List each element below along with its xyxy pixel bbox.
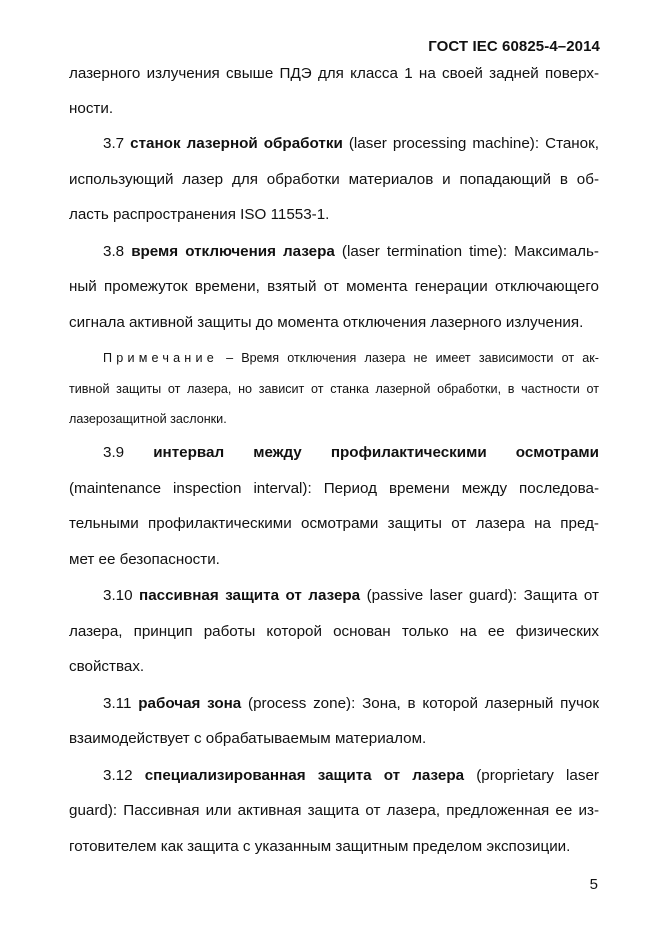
- term-3-8-definition-start: (laser termination time): Максималь-: [334, 243, 599, 260]
- term-3-10-line-3: свойствах.: [69, 658, 145, 675]
- term-3-9-line-1: [69, 443, 599, 463]
- term-3-7-line-1: [69, 134, 599, 154]
- term-3-11-line-2: взаимодействует с обрабатываемым материалом.: [69, 730, 427, 747]
- term-3-9-word-3: профилактическими: [330, 444, 487, 461]
- note-label: Примечание: [103, 351, 218, 365]
- note-line-2: тивной защиты от лазера, но зависит от станка лазерной обработки, в частности от: [69, 382, 599, 396]
- term-3-9-line-3: тельными профилактическими осмотрами защиты от лазера на пред-: [69, 515, 599, 532]
- term-3-9-line-2: (maintenance inspection interval): Период времени между последова-: [69, 480, 599, 497]
- term-3-11-definition-start: (process zone): Зона, в которой лазерный пучок: [241, 695, 599, 712]
- note-text-start: – Время отключения лазера не имеет зависимости от ак-: [217, 351, 599, 365]
- term-3-7-title: станок лазерной обработки: [130, 135, 343, 152]
- term-3-10-definition-start: (passive laser guard): Защита от: [360, 587, 599, 604]
- term-3-8-title: время отключения лазера: [131, 243, 335, 260]
- term-3-12-line-3: готовителем как защита с указанным защитным пределом экспозиции.: [69, 838, 571, 855]
- term-3-12-line-2: guard): Пассивная или активная защита от лазера, предложенная ее из-: [69, 802, 599, 819]
- term-3-7-line-2: использующий лазер для обработки материалов и попадающий в об-: [69, 171, 599, 188]
- term-3-9-number: 3.9: [103, 444, 125, 461]
- note-line-1: [69, 349, 599, 367]
- term-3-8-line-2: ный промежуток времени, взятый от момента генерации отключающего: [69, 278, 599, 295]
- continuation-line-1: лазерного излучения свыше ПДЭ для класса 1 на своей задней поверх-: [69, 65, 599, 82]
- term-3-11-number: 3.11: [103, 695, 132, 712]
- note-line-3: лазерозащитной заслонки.: [69, 412, 227, 426]
- term-3-10-number: 3.10: [103, 587, 133, 604]
- term-3-7-number: 3.7: [103, 135, 125, 152]
- page-number: 5: [589, 876, 598, 893]
- term-3-12-line-1: [69, 766, 599, 786]
- term-3-9-word-1: интервал: [153, 444, 225, 461]
- term-3-9-word-2: между: [253, 444, 302, 461]
- term-3-10-title: пассивная защита от лазера: [139, 587, 361, 604]
- term-3-12-title: специализированная защита от лазера: [144, 767, 465, 784]
- term-3-11-line-1: [69, 694, 599, 714]
- term-3-7-definition-start: (laser processing machine): Станок,: [342, 135, 599, 152]
- term-3-9-word-4: осмотрами: [515, 444, 599, 461]
- term-3-10-line-1: [69, 586, 599, 606]
- term-3-8-line-3: сигнала активной защиты до момента отключения лазерного излучения.: [69, 314, 584, 331]
- term-3-9-line-4: мет ее безопасности.: [69, 551, 220, 568]
- term-3-10-line-2: лазера, принцип работы которой основан только на ее физических: [69, 623, 599, 640]
- term-3-7-line-3: ласть распространения ISO 11553-1.: [69, 206, 330, 223]
- document-header: ГОСТ IEC 60825-4–2014: [428, 38, 600, 55]
- term-3-8-number: 3.8: [103, 243, 125, 260]
- term-3-8-line-1: [69, 242, 599, 262]
- continuation-line-2: ности.: [69, 100, 114, 117]
- term-3-12-definition-start: (proprietary laser: [464, 767, 599, 784]
- term-3-12-number: 3.12: [103, 767, 133, 784]
- term-3-11-title: рабочая зона: [138, 695, 242, 712]
